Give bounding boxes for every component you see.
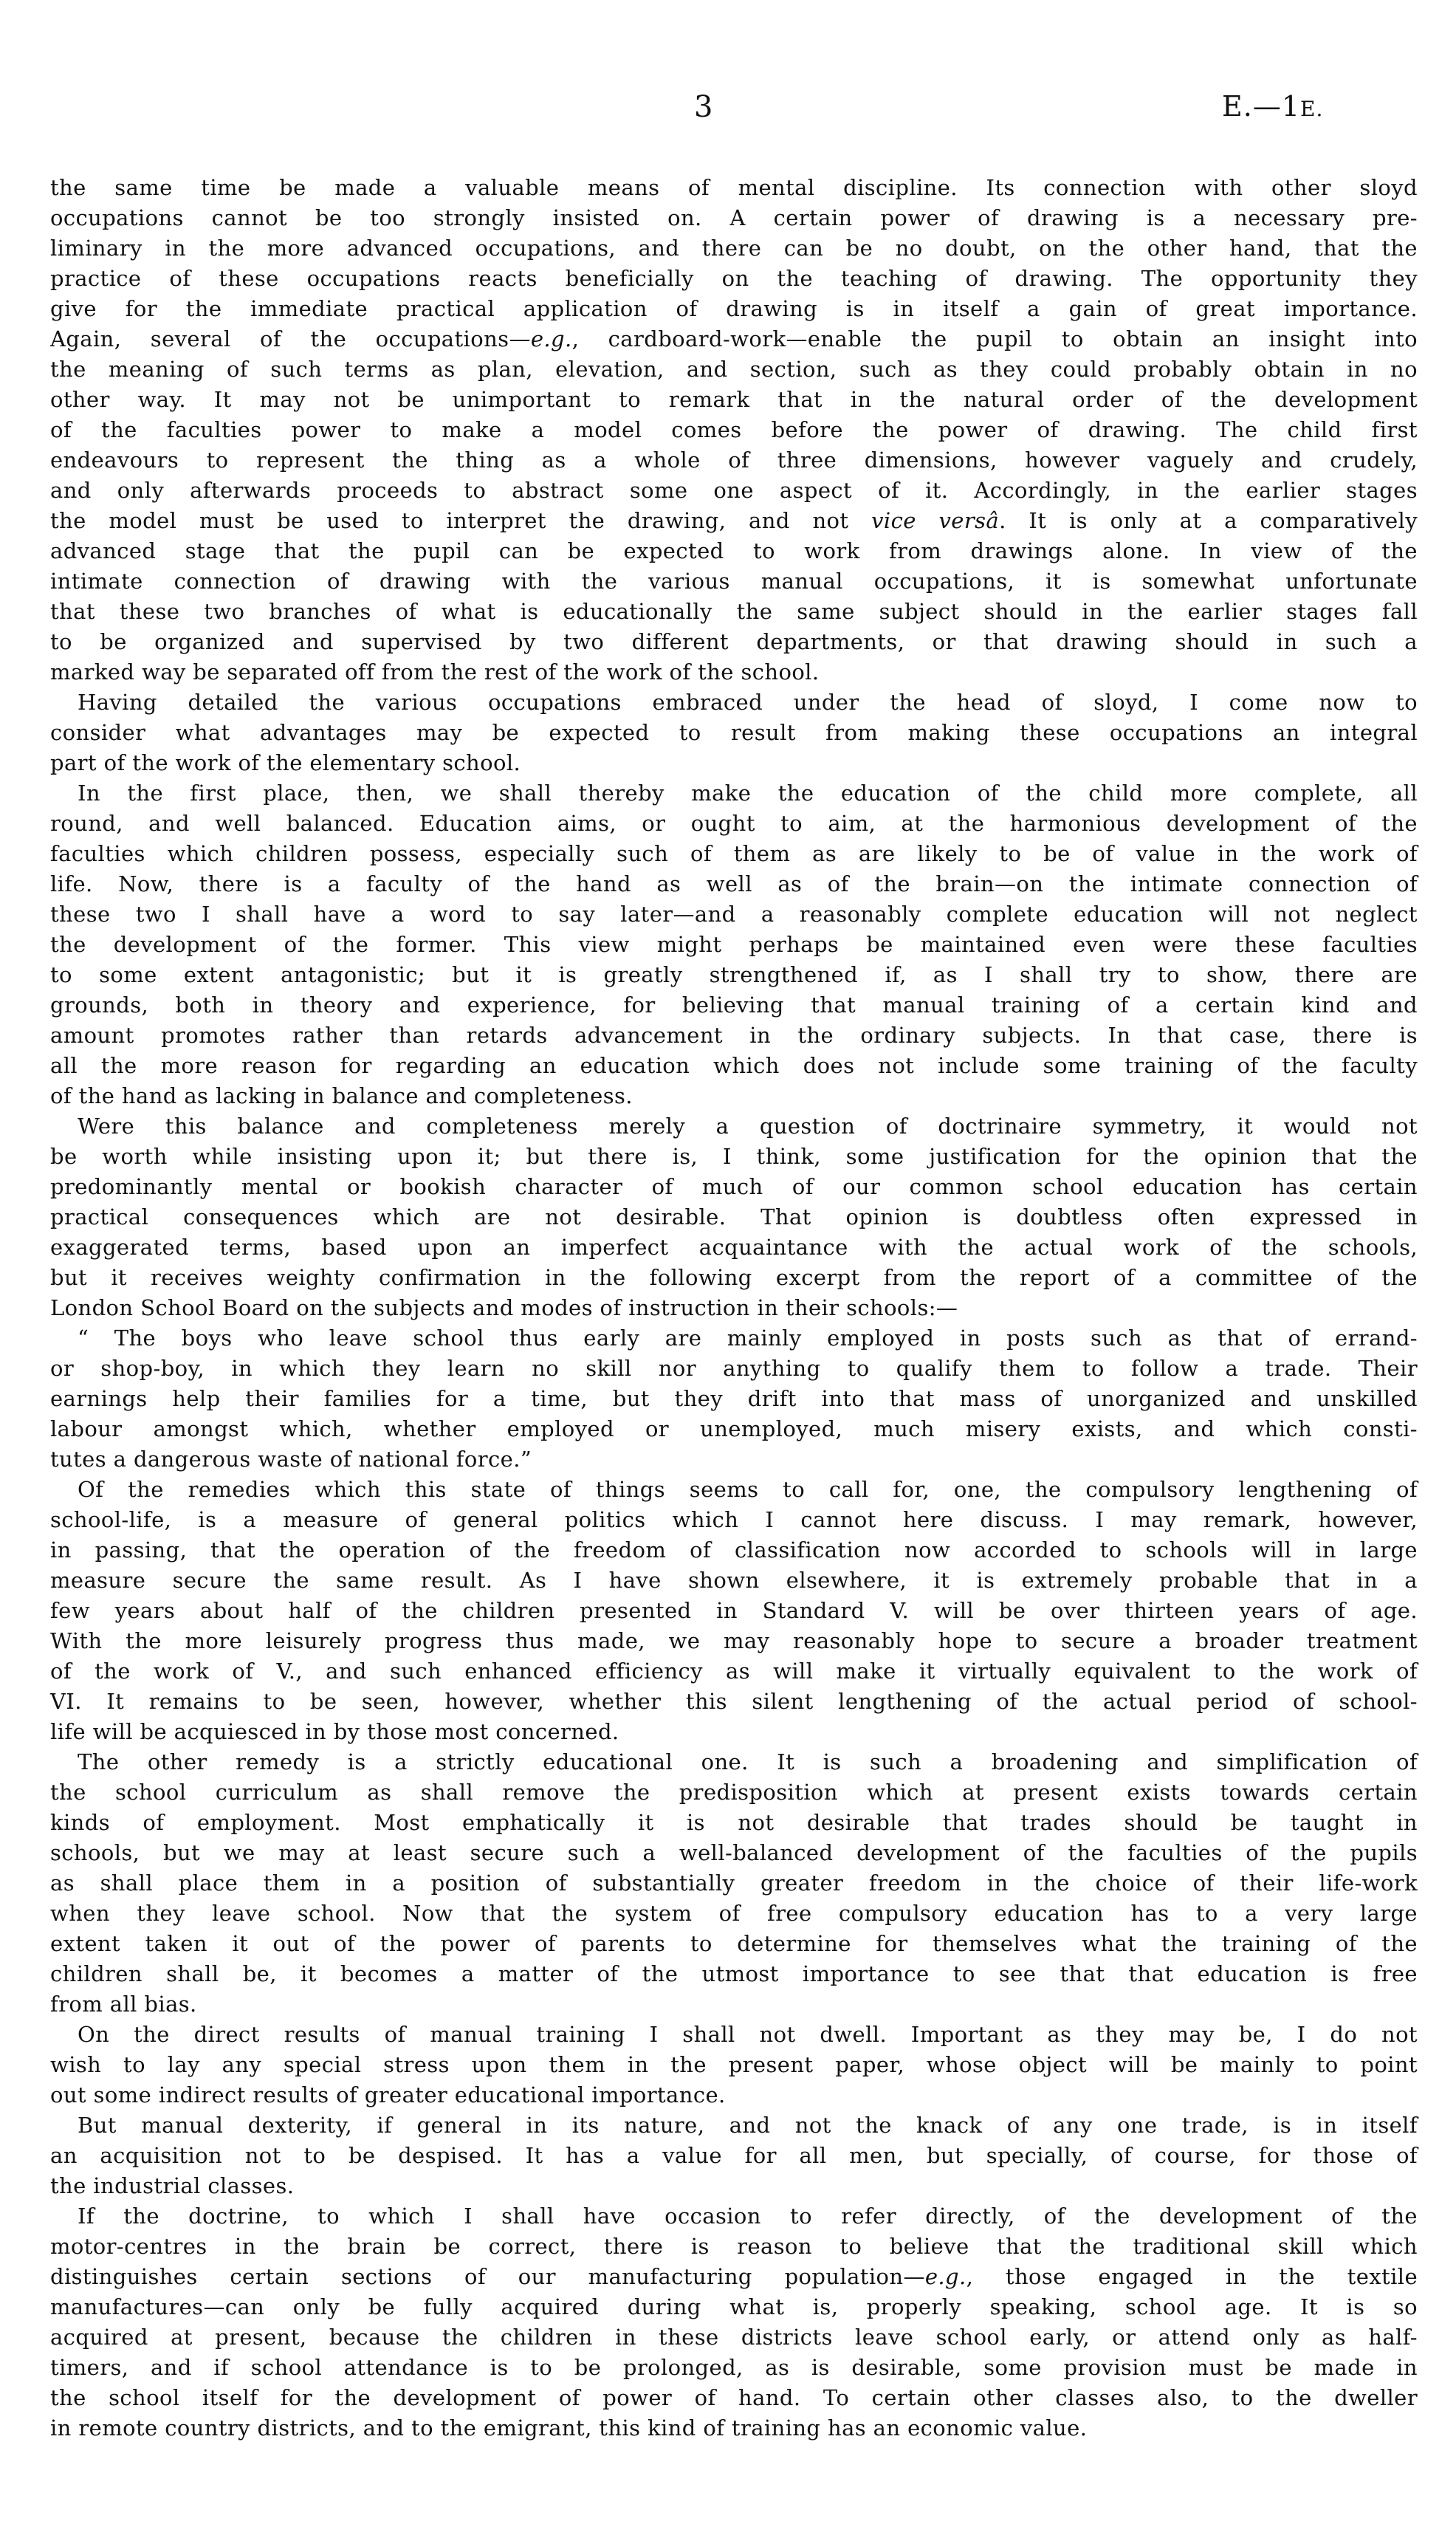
text-line: the school curriculum as shall remove the predisposition which at present exists towards certain	[50, 1780, 1418, 1805]
text-line: part of the work of the elementary school.	[50, 750, 521, 775]
text-line: give for the immediate practical application of drawing is in itself a gain of great importance.	[50, 296, 1418, 321]
text-line: predominantly mental or bookish character of much of our common school education has certain	[50, 1174, 1418, 1199]
text-line: in passing, that the operation of the freedom of classification now accorded to schools will in large	[50, 1537, 1418, 1563]
italic-text: e.g.	[530, 326, 572, 351]
text-line: The other remedy is a strictly educational one. It is such a broadening and simplification of	[78, 1749, 1418, 1774]
text-line: London School Board on the subjects and modes of instruction in their schools:—	[50, 1295, 958, 1320]
text-line: children shall be, it becomes a matter of the utmost importance to see that that education is free	[50, 1961, 1418, 1986]
paragraph	[50, 778, 1418, 1111]
text-line: of the faculties power to make a model comes before the power of drawing. The child first	[50, 417, 1418, 442]
text-line: motor-centres in the brain be correct, there is reason to believe that the traditional skill which	[50, 2234, 1418, 2259]
text-line: But manual dexterity, if general in its nature, and not the knack of any one trade, is in itself	[78, 2113, 1418, 2138]
document-reference	[1222, 90, 1323, 123]
text-line: Having detailed the various occupations embraced under the head of sloyd, I come now to	[78, 690, 1418, 715]
text-line: or shop-boy, in which they learn no skill nor anything to qualify them to follow a trade. Their	[50, 1356, 1418, 1381]
text-line: these two I shall have a word to say later—and a reasonably complete education will not neglect	[50, 902, 1418, 927]
paragraph	[50, 687, 1418, 778]
text-line: all the more reason for regarding an education which does not include some training of the faculty	[50, 1053, 1418, 1078]
text-line: amount promotes rather than retards advancement in the ordinary subjects. In that case, there is	[50, 1023, 1418, 1048]
document-reference-suffix: E.	[1300, 97, 1324, 121]
text-line: of the hand as lacking in balance and completeness.	[50, 1083, 633, 1108]
text-line: schools, but we may at least secure such a well-balanced development of the faculties of the pupils	[50, 1840, 1418, 1865]
text-line: marked way be separated off from the rest of the work of the school.	[50, 659, 820, 685]
text-line: measure secure the same result. As I have shown elsewhere, it is extremely probable that in a	[50, 1568, 1418, 1593]
text-line: the same time be made a valuable means of mental discipline. Its connection with other sloyd	[50, 175, 1418, 200]
text-line: other way. It may not be unimportant to remark that in the natural order of the development	[50, 387, 1418, 412]
text-line: practical consequences which are not desirable. That opinion is doubtless often expressed in	[50, 1204, 1418, 1229]
text-line: On the direct results of manual training I shall not dwell. Important as they may be, I do not	[78, 2022, 1418, 2047]
text-line: labour amongst which, whether employed or unemployed, much misery exists, and which consti-	[50, 1416, 1418, 1441]
text-line: but it receives weighty confirmation in the following excerpt from the report of a committee of the	[50, 1265, 1418, 1290]
text-line: distinguishes certain sections of our manufacturing population—e.g., those engaged in the textile	[50, 2264, 1418, 2289]
text-line: out some indirect results of greater educational importance.	[50, 2082, 726, 2107]
text-line: Of the remedies which this state of things seems to call for, one, the compulsory lengthening of	[78, 1477, 1418, 1502]
italic-text: vice versâ	[871, 508, 1000, 533]
paragraph	[50, 173, 1418, 687]
text-line: the school itself for the development of power of hand. To certain other classes also, to the dweller	[50, 2385, 1418, 2410]
text-line: in remote country districts, and to the emigrant, this kind of training has an economic value.	[50, 2415, 1088, 2441]
text-line: and only afterwards proceeds to abstract some one aspect of it. Accordingly, in the earlier stages	[50, 478, 1418, 503]
text-line: to some extent antagonistic; but it is greatly strengthened if, as I shall try to show, there are	[50, 962, 1418, 987]
text-line: of the work of V., and such enhanced efficiency as will make it virtually equivalent to the work of	[50, 1659, 1418, 1684]
text-line: few years about half of the children presented in Standard V. will be over thirteen years of age.	[50, 1598, 1418, 1623]
text-line: an acquisition not to be despised. It has a value for all men, but specially, of course, for those of	[50, 2143, 1418, 2168]
text-line: kinds of employment. Most emphatically it is not desirable that trades should be taught in	[50, 1810, 1418, 1835]
document-reference-main: E.—1	[1222, 90, 1300, 123]
text-line: life. Now, there is a faculty of the hand as well as of the brain—on the intimate connection of	[50, 871, 1418, 896]
text-line: In the first place, then, we shall thereby make the education of the child more complete, all	[78, 781, 1418, 806]
paragraph	[50, 1111, 1418, 1323]
text-line: wish to lay any special stress upon them in the present paper, whose object will be mainly to point	[50, 2052, 1418, 2077]
italic-text: e.g.	[924, 2264, 966, 2289]
text-line: liminary in the more advanced occupations, and there can be no doubt, on the other hand, that the	[50, 236, 1418, 261]
text-line: from all bias.	[50, 1992, 197, 2017]
text-line: the development of the former. This view might perhaps be maintained even were these faculties	[50, 932, 1418, 957]
page-number: 3	[694, 90, 713, 124]
text-line: as shall place them in a position of substantially greater freedom in the choice of their life-work	[50, 1870, 1418, 1896]
paragraph	[50, 2020, 1418, 2110]
paragraph	[50, 2201, 1418, 2443]
text-line: life will be acquiesced in by those most concerned.	[50, 1719, 619, 1744]
text-line: school-life, is a measure of general politics which I cannot here discuss. I may remark, however,	[50, 1507, 1418, 1532]
text-line: be worth while insisting upon it; but there is, I think, some justification for the opinion that the	[50, 1144, 1418, 1169]
text-line: Were this balance and completeness merely a question of doctrinaire symmetry, it would not	[78, 1114, 1418, 1139]
text-line: earnings help their families for a time, but they drift into that mass of unorganized and unskilled	[50, 1386, 1418, 1411]
text-line: grounds, both in theory and experience, for believing that manual training of a certain kind and	[50, 992, 1418, 1018]
paragraph	[50, 2110, 1418, 2201]
text-line: acquired at present, because the children in these districts leave school early, or attend only as half-	[50, 2325, 1418, 2350]
text-line: that these two branches of what is educationally the same subject should in the earlier stages fall	[50, 599, 1418, 624]
text-line: to be organized and supervised by two different departments, or that drawing should in such a	[50, 629, 1418, 654]
text-line: the model must be used to interpret the drawing, and not vice versâ. It is only at a comparatively	[50, 508, 1418, 533]
paragraph	[50, 1747, 1418, 2020]
text-line: occupations cannot be too strongly insisted on. A certain power of drawing is a necessary pre-	[50, 205, 1418, 230]
text-line: With the more leisurely progress thus made, we may reasonably hope to secure a broader treatment	[50, 1628, 1418, 1653]
text-line: VI. It remains to be seen, however, whether this silent lengthening of the actual period of school-	[50, 1689, 1418, 1714]
text-line: manufactures—can only be fully acquired during what is, properly speaking, school age. It is so	[50, 2294, 1418, 2319]
text-line: Again, several of the occupations—e.g., cardboard-work—enable the pupil to obtain an insight into	[50, 326, 1418, 351]
text-line: intimate connection of drawing with the various manual occupations, it is somewhat unfortunate	[50, 569, 1418, 594]
text-line: practice of these occupations reacts beneficially on the teaching of drawing. The opportunity they	[50, 266, 1418, 291]
paragraph	[50, 1475, 1418, 1747]
text-line: round, and well balanced. Education aims, or ought to aim, at the harmonious development of the	[50, 811, 1418, 836]
text-line: extent taken it out of the power of parents to determine for themselves what the training of the	[50, 1931, 1418, 1956]
document-body	[50, 173, 1418, 2443]
block-quote	[50, 1323, 1418, 1475]
text-line: timers, and if school attendance is to be prolonged, as is desirable, some provision must be made in	[50, 2355, 1418, 2380]
text-line: endeavours to represent the thing as a whole of three dimensions, however vaguely and crudely,	[50, 447, 1418, 473]
text-line: when they leave school. Now that the system of free compulsory education has to a very large	[50, 1901, 1418, 1926]
text-line: “ The boys who leave school thus early are mainly employed in posts such as that of errand-	[78, 1325, 1418, 1351]
text-line: the industrial classes.	[50, 2173, 295, 2198]
text-line: tutes a dangerous waste of national force.”	[50, 1447, 532, 1472]
text-line: If the doctrine, to which I shall have occasion to refer directly, of the development of the	[78, 2203, 1418, 2229]
text-line: faculties which children possess, especially such of them as are likely to be of value in the work of	[50, 841, 1418, 866]
text-line: exaggerated terms, based upon an imperfect acquaintance with the actual work of the schools,	[50, 1235, 1418, 1260]
text-line: the meaning of such terms as plan, elevation, and section, such as they could probably obtain in no	[50, 357, 1418, 382]
text-line: consider what advantages may be expected to result from making these occupations an integral	[50, 720, 1418, 745]
text-line: advanced stage that the pupil can be expected to work from drawings alone. In view of the	[50, 538, 1418, 563]
